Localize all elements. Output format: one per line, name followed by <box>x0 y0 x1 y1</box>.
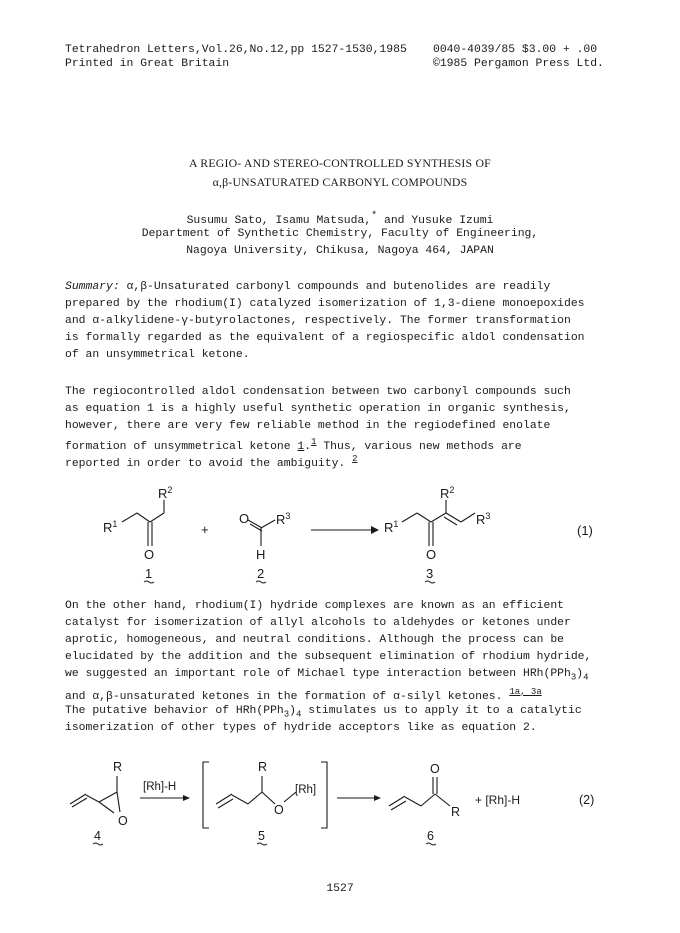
issn-price: 0040-4039/85 $3.00 + .00 <box>433 44 598 56</box>
para2-line7-paren: ) <box>289 705 296 717</box>
eq2-plus-rh-h: + [Rh]-H <box>475 793 521 807</box>
eq2-r-label-4: R <box>113 760 123 774</box>
para1-line5 <box>65 454 358 470</box>
page-number: 1527 <box>326 883 354 895</box>
authors <box>0 211 680 227</box>
eq2-number: (2) <box>579 793 595 807</box>
para1-line3: however, there are very few reliable method in the regiodefined enolate <box>65 420 551 432</box>
para2-line7-text2: stimulates us to apply it to a catalytic <box>301 705 582 717</box>
eq1-r3-label: $R^3$ <box>276 511 291 527</box>
para1-line5-text: reported in order to avoid the ambiguity. <box>65 457 353 470</box>
eq2-catalyst-label: [Rh]-H <box>143 781 177 793</box>
eq1-r1-product: $R^1$ <box>384 519 399 535</box>
authors-part2: and Yusuke Izumi <box>377 214 494 227</box>
summary-line3: and α-alkylidene-γ-butyrolactones, respectively. The former transformation <box>65 315 571 327</box>
para2-line5-sub2: 4 <box>583 672 589 683</box>
eq1-plus: + <box>201 522 209 537</box>
copyright: ©1985 Pergamon Press Ltd. <box>433 58 604 70</box>
reference-1a-3a: 1a, 3a <box>509 687 542 697</box>
eq1-oxygen-1: O <box>144 547 155 562</box>
eq1-r2-product: $R^2$ <box>440 485 455 501</box>
para2-line5-text: we suggested an important role of Michael type interaction between HRh(PPh <box>65 668 571 680</box>
compound-label-1: 1 <box>145 566 153 581</box>
eq2-r-label-6: R <box>451 805 461 819</box>
para1-line4-text: formation of unsymmetrical ketone <box>65 440 298 453</box>
para1-line2: as equation 1 is a highly useful synthetic operation in organic synthesis, <box>65 403 571 415</box>
eq1-r3-product: $R^3$ <box>476 511 491 527</box>
para1-line4-text2: Thus, various new methods are <box>316 440 522 453</box>
eq1-oxygen-3: O <box>426 547 437 562</box>
compound-label-6: 6 <box>427 829 434 843</box>
equation-1-scheme <box>0 480 680 590</box>
corresponding-author-mark: * <box>371 211 378 222</box>
affiliation-line1: Department of Synthetic Chemistry, Faculty of Engineering, <box>141 228 539 240</box>
eq2-oxygen-5: O <box>274 803 284 817</box>
reference-2: 2 <box>352 454 358 464</box>
article-title-line1: A REGIO- AND STEREO-CONTROLLED SYNTHESIS OF <box>189 156 491 170</box>
para2-line2: catalyst for isomerization of allyl alcohols to aldehydes or ketones under <box>65 617 571 629</box>
compound-label-4: 4 <box>94 829 101 843</box>
eq2-epoxide-oxygen: O <box>118 814 128 828</box>
para1-line1: The regiocontrolled aldol condensation between two carbonyl compounds such <box>65 386 571 398</box>
para2-line7-sub2: 4 <box>296 709 302 720</box>
summary-label: Summary: <box>65 281 120 293</box>
compound-label-5: 5 <box>258 829 265 843</box>
compound-ref-1: 1 <box>297 440 305 453</box>
eq1-oxygen-2: O <box>239 511 250 526</box>
eq1-number: (1) <box>577 523 593 538</box>
affiliation-line2: Nagoya University, Chikusa, Nagoya 464, JAPAN <box>186 245 494 257</box>
printed-in: Printed in Great Britain <box>65 58 230 70</box>
compound-label-3: 3 <box>426 566 434 581</box>
para2-line6-text: and α,β-unsaturated ketones in the formation of α-silyl ketones. <box>65 690 510 703</box>
summary-line4: is formally regarded as the equivalent of a regiospecific aldol condensation <box>65 332 585 344</box>
reference-1: 1 <box>311 437 317 447</box>
article-title-line2: α,β-UNSATURATED CARBONYL COMPOUNDS <box>212 175 468 189</box>
para2-line6 <box>65 687 542 703</box>
para2-line8: isomerization of other types of hydride acceptors like as equation 2. <box>65 722 537 734</box>
eq1-r1-label: $R^1$ <box>103 519 118 535</box>
eq2-rh-ligand: [Rh] <box>295 784 317 796</box>
para2-line1: On the other hand, rhodium(I) hydride complexes are known as an efficient <box>65 600 564 612</box>
para1-line4: formation of unsymmetrical ketone 1.$^1$ Thus, various new methods are <box>65 437 522 453</box>
para2-line5-sub1: 3 <box>570 672 577 683</box>
eq1-r2-label: $R^2$ <box>158 485 173 501</box>
para2-line5-paren: ) <box>576 668 584 680</box>
summary-line2: prepared by the rhodium(I) catalyzed isomerization of 1,3-diene monoepoxides <box>65 298 585 310</box>
para2-line3: aprotic, homogeneous, and neutral conditions. Although the process can be <box>65 634 564 646</box>
summary-text1: α,β-Unsaturated carbonyl compounds and butenolides are readily <box>119 281 551 293</box>
compound-label-2: 2 <box>257 566 265 581</box>
authors-part1: Susumu Sato, Isamu Matsuda, <box>186 214 372 227</box>
para2-line7-text: The putative behavior of HRh(PPh <box>65 705 284 717</box>
eq2-carbonyl-oxygen: O <box>430 762 440 776</box>
eq2-r-label-5: R <box>258 760 268 774</box>
summary-line1 <box>65 281 550 293</box>
para2-line7-sub1: 3 <box>283 709 290 720</box>
journal-citation: Tetrahedron Letters,Vol.26,No.12,pp 1527-1530,1985 <box>65 44 407 56</box>
eq1-hydrogen: H <box>256 547 266 562</box>
para2-line4: elucidated by the addition and the subsequent elimination of rhodium hydride, <box>65 651 592 663</box>
equation-2-scheme <box>0 752 680 862</box>
summary-line5: of an unsymmetrical ketone. <box>65 349 250 361</box>
para2-line5 <box>65 668 588 682</box>
para2-line7 <box>65 705 582 719</box>
